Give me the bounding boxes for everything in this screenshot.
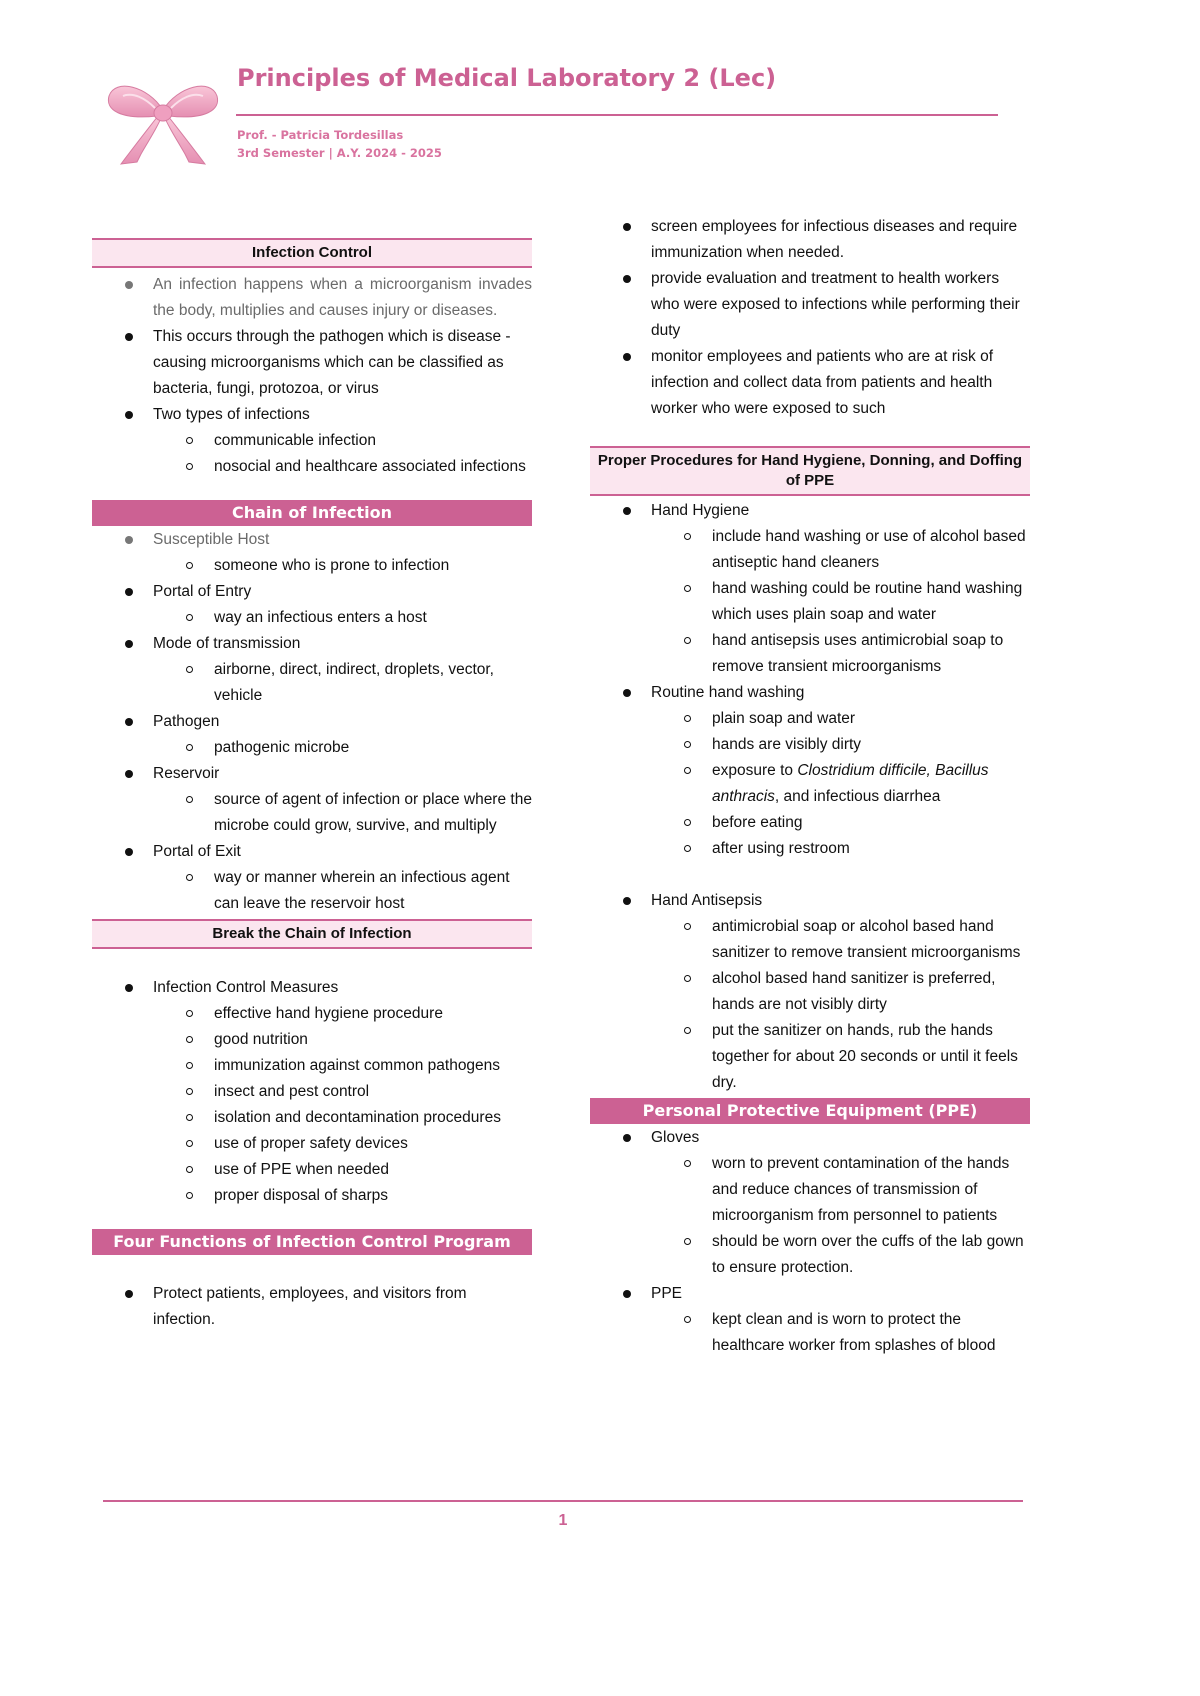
list-item bbox=[590, 1281, 1030, 1359]
infection-control-heading: Infection Control bbox=[92, 238, 532, 268]
sub-item: worn to prevent contamination of the hands and reduce chances of transmission of microorganism from personnel to patients bbox=[651, 1151, 1030, 1229]
four-functions-heading: Four Functions of Infection Control Program bbox=[92, 1229, 532, 1255]
list-item-label: Susceptible Host bbox=[153, 531, 270, 548]
right-column bbox=[590, 214, 1030, 1359]
pink-bow-logo bbox=[103, 68, 223, 168]
list-item bbox=[590, 498, 1030, 680]
sub-item: isolation and decontamination procedures bbox=[153, 1105, 532, 1131]
footer-divider bbox=[103, 1500, 1023, 1502]
professor-name: Prof. - Patricia Tordesillas bbox=[237, 128, 404, 142]
list-item-label: Portal of Exit bbox=[153, 843, 241, 860]
break-chain-heading: Break the Chain of Infection bbox=[92, 919, 532, 949]
sub-item: alcohol based hand sanitizer is preferred, hands are not visibly dirty bbox=[651, 966, 1030, 1018]
sub-item: after using restroom bbox=[651, 836, 1030, 862]
sub-item bbox=[651, 758, 1030, 810]
exposure-suffix: , and infectious diarrhea bbox=[774, 788, 941, 805]
sub-item: good nutrition bbox=[153, 1027, 532, 1053]
sub-item: way or manner wherein an infectious agent can leave the reservoir host bbox=[153, 865, 532, 917]
chain-of-infection-heading: Chain of Infection bbox=[92, 500, 532, 526]
sub-item: someone who is prone to infection bbox=[153, 553, 532, 579]
list-item-label: Hand Hygiene bbox=[651, 502, 750, 519]
list-item bbox=[92, 839, 532, 917]
list-item: provide evaluation and treatment to health workers who were exposed to infections while performing their duty bbox=[590, 266, 1030, 344]
sub-item: antimicrobial soap or alcohol based hand sanitizer to remove transient microorganisms bbox=[651, 914, 1030, 966]
sub-item: source of agent of infection or place where the microbe could grow, survive, and multiply bbox=[153, 787, 532, 839]
hand-hygiene-heading: Proper Procedures for Hand Hygiene, Donning, and Doffing of PPE bbox=[590, 446, 1030, 496]
list-item: This occurs through the pathogen which is disease - causing microorganisms which can be classified as bacteria, fungi, protozoa, or virus bbox=[92, 324, 532, 402]
sub-item: hand washing could be routine hand washing which uses plain soap and water bbox=[651, 576, 1030, 628]
list-item-label: Reservoir bbox=[153, 765, 220, 782]
sub-item: nosocial and healthcare associated infections bbox=[153, 454, 532, 480]
list-item-label: Portal of Entry bbox=[153, 583, 252, 600]
sub-item: pathogenic microbe bbox=[153, 735, 532, 761]
sub-item: plain soap and water bbox=[651, 706, 1030, 732]
list-item-label: Mode of transmission bbox=[153, 635, 301, 652]
sub-item: communicable infection bbox=[153, 428, 532, 454]
sub-item: immunization against common pathogens bbox=[153, 1053, 532, 1079]
list-item bbox=[92, 527, 532, 579]
document-title: Principles of Medical Laboratory 2 (Lec) bbox=[237, 64, 777, 92]
sub-item: effective hand hygiene procedure bbox=[153, 1001, 532, 1027]
list-item bbox=[590, 680, 1030, 862]
list-item bbox=[92, 975, 532, 1209]
list-item: screen employees for infectious diseases and require immunization when needed. bbox=[590, 214, 1030, 266]
sub-item: put the sanitizer on hands, rub the hands together for about 20 seconds or until it feels dry. bbox=[651, 1018, 1030, 1096]
sub-item: use of PPE when needed bbox=[153, 1157, 532, 1183]
left-column bbox=[92, 238, 532, 1333]
list-item-label: Two types of infections bbox=[153, 406, 310, 423]
organism-name: Bacillus anthracis bbox=[712, 762, 989, 805]
sub-item: airborne, direct, indirect, droplets, vector, vehicle bbox=[153, 657, 532, 709]
sub-item: include hand washing or use of alcohol based antiseptic hand cleaners bbox=[651, 524, 1030, 576]
page-number: 1 bbox=[558, 1512, 568, 1529]
sub-item: insect and pest control bbox=[153, 1079, 532, 1105]
semester-info: 3rd Semester | A.Y. 2024 - 2025 bbox=[237, 146, 442, 160]
sub-item: hand antisepsis uses antimicrobial soap to remove transient microorganisms bbox=[651, 628, 1030, 680]
list-item bbox=[92, 761, 532, 839]
sub-item: should be worn over the cuffs of the lab gown to ensure protection. bbox=[651, 1229, 1030, 1281]
organism-separator: , bbox=[926, 762, 936, 779]
sub-item: proper disposal of sharps bbox=[153, 1183, 532, 1209]
list-item bbox=[92, 631, 532, 709]
sub-item: before eating bbox=[651, 810, 1030, 836]
sub-item: hands are visibly dirty bbox=[651, 732, 1030, 758]
list-item bbox=[590, 1125, 1030, 1281]
list-item: An infection happens when a microorganism invades the body, multiplies and causes injury or diseases. bbox=[92, 272, 532, 324]
list-item-label: Pathogen bbox=[153, 713, 220, 730]
list-item bbox=[92, 709, 532, 761]
sub-item: use of proper safety devices bbox=[153, 1131, 532, 1157]
list-item bbox=[92, 579, 532, 631]
list-item-label: Gloves bbox=[651, 1129, 700, 1146]
list-item-label: PPE bbox=[651, 1285, 683, 1302]
list-item bbox=[590, 888, 1030, 1096]
list-item-label: Routine hand washing bbox=[651, 684, 805, 701]
ppe-heading: Personal Protective Equipment (PPE) bbox=[590, 1098, 1030, 1124]
title-divider bbox=[236, 114, 998, 116]
sub-item: kept clean and is worn to protect the healthcare worker from splashes of blood bbox=[651, 1307, 1030, 1359]
list-item: Protect patients, employees, and visitors from infection. bbox=[92, 1281, 532, 1333]
list-item-label: Infection Control Measures bbox=[153, 979, 339, 996]
sub-item: way an infectious enters a host bbox=[153, 605, 532, 631]
exposure-prefix: exposure to bbox=[712, 762, 798, 779]
organism-name: Clostridium difficile bbox=[797, 762, 927, 779]
list-item: monitor employees and patients who are at risk of infection and collect data from patients and health worker who were exposed to such bbox=[590, 344, 1030, 422]
list-item bbox=[92, 402, 532, 480]
list-item-label: Hand Antisepsis bbox=[651, 892, 763, 909]
